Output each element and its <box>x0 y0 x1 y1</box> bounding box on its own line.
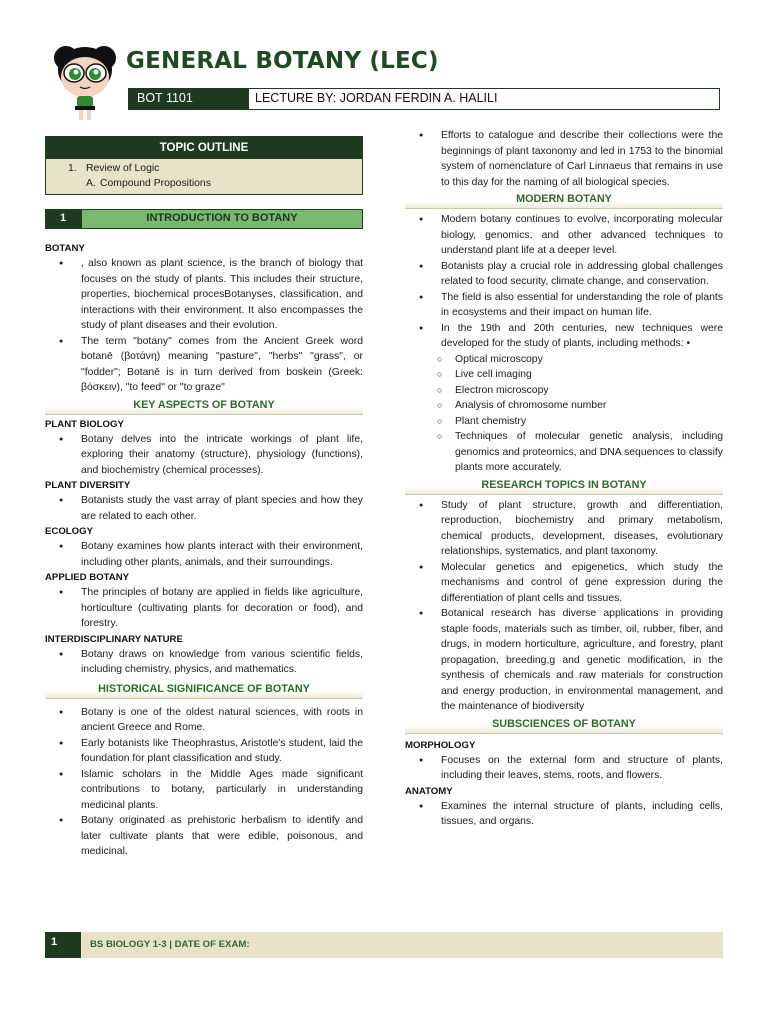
botany-bullets <box>45 256 363 396</box>
list-subitem: ○ Analysis of chromosome number <box>405 398 723 414</box>
list-item: ● Modern botany continues to evolve, incorporating molecular biology, genomics, and other advanced techniques to understand plant life at a deeper level. <box>405 212 723 259</box>
list-item: ● Efforts to catalogue and describe their collections were the beginnings of plant taxonomy and led in 1753 to the binomial system of nomenclature of Carl Linnaeus that remains in use to this day for the naming of all biological species. <box>405 128 723 190</box>
course-bar <box>128 88 720 110</box>
page-number: 1 <box>45 932 81 958</box>
term-anatomy: ANATOMY <box>405 785 453 797</box>
historical-bullets <box>45 705 363 860</box>
footer-text: BS BIOLOGY 1-3 | DATE OF EXAM: <box>90 939 250 950</box>
term-applied-botany: APPLIED BOTANY <box>45 572 130 583</box>
list-subitem: ○ Live cell imaging <box>405 367 723 383</box>
list-item: ● Botany examines how plants interact with their environment, including other plants, animals, and their surroundings. <box>45 539 363 570</box>
list-item: ● The principles of botany are applied in fields like agriculture, horticulture (cultivating plants for decoration or food), and forestry. <box>45 585 363 632</box>
list-item: ● The term "botany" comes from the Ancient Greek word botanē (βοτάνη) meaning "pasture", "herbs" "grass", or "fodder"; Botanē is in turn derived from boskein (Greek: βόσκειν), "to feed" or "to graze" <box>45 334 363 396</box>
term-plant-diversity: PLANT DIVERSITY <box>45 480 131 491</box>
list-item: ● Early botanists like Theophrastus, Aristotle's student, laid the foundation for plant classification and study. <box>45 736 363 767</box>
list-item: ● The field is also essential for understanding the role of plants in ecosystems and their impact on human life. <box>405 290 723 321</box>
list-item: ● Botany delves into the intricate workings of plant life, exploring their anatomy (structure), physiology (functions), and biochemistry (chemical processes). <box>45 432 363 479</box>
list-item: ● Examines the internal structure of plants, including cells, tissues, and organs. <box>405 799 723 830</box>
list-item: ● , also known as plant science, is the branch of biology that focuses on the study of plants. This includes their structure, properties, biochemical procesBotanyses, classification, and interactions with their environment. It also encompasses the study of plant diseases and their evolution. <box>45 256 363 334</box>
heading-modern: MODERN BOTANY <box>405 190 723 209</box>
topic-outline-body <box>46 159 362 194</box>
list-item: ● Botany draws on knowledge from various scientific fields, including chemistry, physics, and mathematics. <box>45 647 363 678</box>
term-morphology: MORPHOLOGY <box>405 739 476 751</box>
list-item: ● Botanical research has diverse applications in providing staple foods, materials such as timber, oil, rubber, fiber, and drugs, in modern horticulture, agriculture, and forestry, plant propagation, breeding,g and genetic modification, in the synthesis of chemicals and raw materials for construction and energy production, in environmental management, and the maintenance of biodiversity <box>405 606 723 715</box>
term-botany: BOTANY <box>45 243 85 254</box>
left-column <box>45 136 363 860</box>
list-item: ● Study of plant structure, growth and differentiation, reproduction, biochemistry and primary metabolism, chemical products, development, diseases, evolutionary relationships, systematics, and plant taxonomy. <box>405 498 723 560</box>
research-bullets <box>405 498 723 715</box>
character-logo <box>52 40 118 122</box>
topic-outline <box>45 136 363 195</box>
heading-subsciences: SUBSCIENCES OF BOTANY <box>405 715 723 734</box>
course-code: BOT 1101 <box>129 89 249 109</box>
section-heading <box>45 209 363 229</box>
list-subitem: ○ Plant chemistry <box>405 414 723 430</box>
page-footer <box>45 932 723 958</box>
list-subitem: ○ Electron microscopy <box>405 383 723 399</box>
heading-historical: HISTORICAL SIGNIFICANCE OF BOTANY <box>45 680 363 699</box>
outline-item: 1. Review of Logic <box>68 163 160 174</box>
list-item: ● Islamic scholars in the Middle Ages made significant contributions to botany, particularly in understanding medicinal plants. <box>45 767 363 814</box>
modern-bullets <box>405 212 723 476</box>
list-item: ● In the 19th and 20th centuries, new techniques were developed for the study of plants, including methods: • <box>405 321 723 352</box>
list-item: ● Molecular genetics and epigenetics, which study the mechanisms and control of gene expression during the differentiation of plant cells and tissues. <box>405 560 723 607</box>
list-item: ● Botany originated as prehistoric herbalism to identify and later cultivate plants that were edible, poisonous, and medicinal. <box>45 813 363 860</box>
lecturer-name: LECTURE BY: JORDAN FERDIN A. HALILI <box>255 91 498 105</box>
list-subitem: ○ Techniques of molecular genetic analysis, including genomics and proteomics, and DNA sequences to classify plants more accurately. <box>405 429 723 476</box>
term-plant-biology: PLANT BIOLOGY <box>45 418 124 430</box>
section-number: 1 <box>46 210 82 228</box>
list-item: ● Focuses on the external form and structure of plants, including their leaves, stems, roots, and flowers. <box>405 753 723 784</box>
heading-key-aspects: KEY ASPECTS OF BOTANY <box>45 396 363 415</box>
document-title: GENERAL BOTANY (LEC) <box>126 48 439 74</box>
right-column <box>405 128 723 830</box>
outline-subitem: A. Compound Propositions <box>86 178 211 189</box>
section-title: INTRODUCTION TO BOTANY <box>82 210 362 228</box>
list-item: ● Botanists study the vast array of plant species and how they are related to each other. <box>45 493 363 524</box>
list-subitem: ○ Optical microscopy <box>405 352 723 368</box>
heading-research: RESEARCH TOPICS IN BOTANY <box>405 476 723 495</box>
term-ecology: ECOLOGY <box>45 526 93 537</box>
term-interdisciplinary: INTERDISCIPLINARY NATURE <box>45 633 183 645</box>
topic-outline-title: TOPIC OUTLINE <box>46 137 362 159</box>
list-item: ● Botany is one of the oldest natural sciences, with roots in ancient Greece and Rome. <box>45 705 363 736</box>
list-item: ● Botanists play a crucial role in addressing global challenges related to food security, climate change, and conservation. <box>405 259 723 290</box>
